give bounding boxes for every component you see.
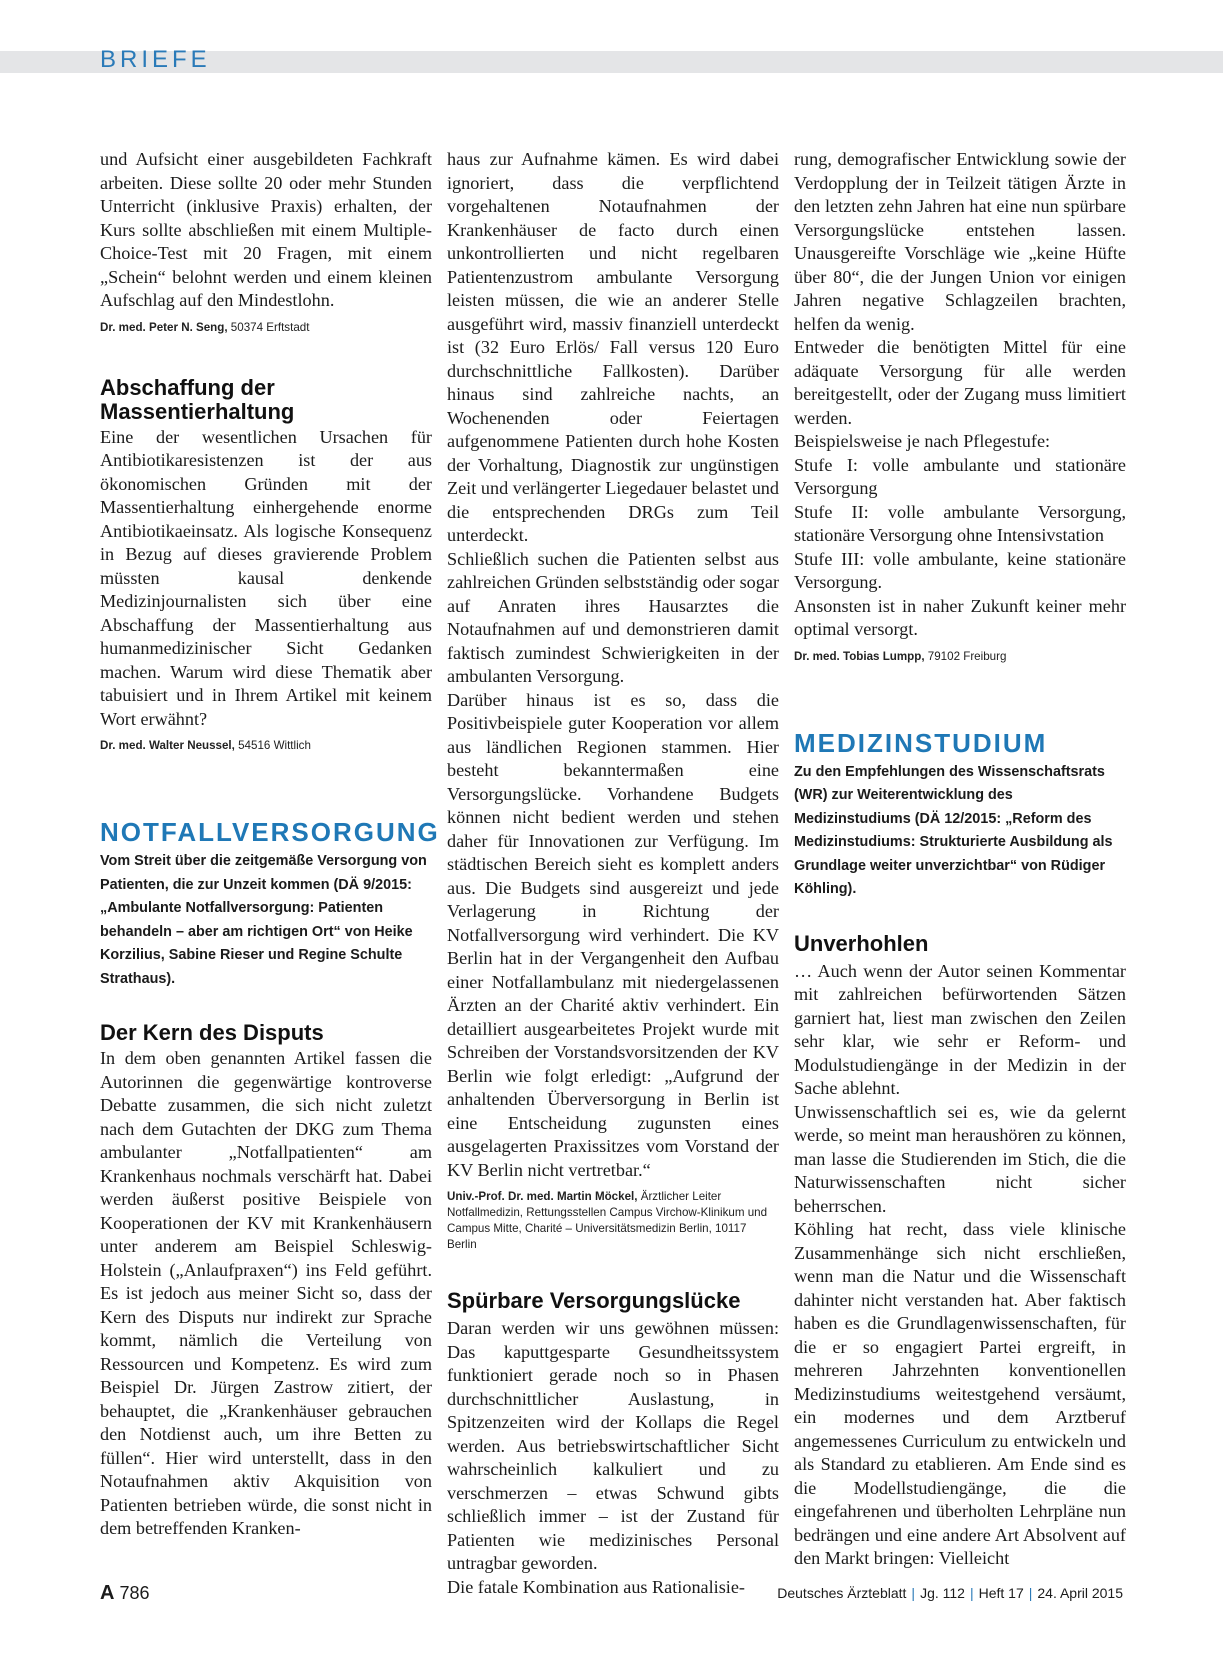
paragraph: Stufe III: volle ambulante, keine stationäre Versorgung. — [794, 548, 1126, 592]
section-title: BRIEFE — [100, 46, 211, 73]
signature-name: Dr. med. Tobias Lumpp, — [794, 649, 925, 663]
paragraph: Stufe II: volle ambulante Versorgung, stationäre Versorgung ohne Intensivstation — [794, 501, 1126, 545]
paragraph: Darüber hinaus ist es so, dass die Positivbeispiele guter Kooperation vor allem aus ländlichen Regionen stammen. Hier besteht bekanntermaßen eine Versorgungslücke. Vorhandene Budgets können nicht bedient werden und stehen daher für Innovationen zur Verfügung. Im städtischen Bereich sieht es komplett anders aus. Die Budgets sind ausgereizt und jede Verlagerung in Richtung der Notfallversorgung wird verhindert. Die KV Berlin hat in der Vergangenheit den Aufbau einer Notfallambulanz mit niedergelassenen Ärzten an der Charité aktiv verhindert. Ein detailliert ausgearbeitetes Projekt wurde mit Schreiben der Vorstandsvorsitzenden der KV Berlin wie folgt erledigt: „Aufgrund der anhaltenden Überversorgung in Berlin ist eine Entscheidung zugunsten eines ausgelagerten Praxissitzes vom Vorstand der KV Berlin nicht vertretbar.“ — [447, 689, 779, 1180]
letter-signature — [100, 320, 432, 336]
signature-place: 79102 Freiburg — [924, 649, 1007, 663]
signature-place: 54516 Wittlich — [234, 739, 311, 752]
page-prefix: A — [100, 1582, 115, 1604]
signature-place: 50374 Erftstadt — [227, 320, 310, 334]
paragraph: Daran werden wir uns gewöhnen müssen: Das kaputtgesparte Gesundheitssystem funktioniert gerade noch so in Phasen durchschnittlicher Auslastung, in Spitzenzeiten wird der Kollaps die Regel werden. Aus betriebswirtschaftlicher Sicht wahrscheinlich kalkuliert und zu verschmerzen – etwas Schwund gibts schließlich immer – ist der Zustand für Patienten wie medizinisches Personal untragbar geworden. — [447, 1318, 779, 1573]
signature-name: Dr. med. Walter Neussel, — [100, 739, 235, 752]
journal-volume: Jg. 112 — [920, 1585, 965, 1601]
paragraph: haus zur Aufnahme kämen. Es wird dabei ignoriert, dass die verpflichtend vorgehaltenen Notaufnahmen der Krankenhäuser de facto durch einen unkontrollierten und nicht regelbaren Patientenzustrom ambulante Versorgung leisten müssen, die wie an anderer Stelle ausgeführt wird, massiv finanziell unterdeckt ist (32 Euro Erlös/ Fall versus 120 Euro durchschnittliche Fallkosten). Darüber hinaus sind zahlreiche nachts, an Wochenenden oder Feiertagen aufgenommene Patienten durch hohe Kosten der Vorhaltung, Diagnostik zur ungünstigen Zeit und verlängerter Liegedauer belastet und die entsprechenden DRGs zum Teil unterdeckt. — [447, 149, 779, 545]
signature-name: Univ.-Prof. Dr. med. Martin Möckel, — [447, 1190, 638, 1203]
separator: | — [969, 1585, 974, 1601]
column-3 — [794, 148, 1126, 1571]
paragraph: In dem oben genannten Artikel fassen die Autorinnen die gegenwärtige kontroverse Debatte zusammen, die sich nicht zuletzt nach dem Gutachten der DKG zum Thema ambulanter „Notfallpatienten“ am Krankenhaus nochmals verschärft hat. Dabei werden äußerst positive Beispiele von Kooperationen der KV mit Krankenhäusern unter anderem am Beispiel Schleswig-Holstein („Anlaufpraxen“) ins Feld geführt. Es ist jedoch aus meiner Sicht so, dass der Kern des Disputs nur indirekt zur Sprache kommt, nämlich die Verteilung von Ressourcen und Kompetenz. Es wird zum Beispiel Dr. Jürgen Zastrow zitiert, der behauptet, die „Krankenhäuser gebrauchen den Notdienst auch, um ihre Betten zu füllen“. Hier wird unterstellt, dass in den Notaufnahmen aktiv Akquisition von Patienten betrieben würde, die sonst nicht in dem betreffenden Kranken- — [100, 1048, 432, 1538]
signature-name: Dr. med. Peter N. Seng, — [100, 320, 228, 334]
letter-signature — [100, 738, 432, 754]
topic-heading: MEDIZINSTUDIUM — [794, 727, 1048, 758]
separator: | — [911, 1585, 916, 1601]
column-1 — [100, 148, 440, 1541]
signature-place: Ärztlicher Leiter Notfallmedizin, Rettungsstellen Campus Virchow-Klinikum und Campus Mitte, Charité – Universitätsmedizin Berlin, 10117 Berlin — [447, 1190, 768, 1251]
journal-info — [777, 1585, 1123, 1601]
journal-date: 24. April 2015 — [1037, 1585, 1123, 1601]
letter-signature — [447, 1189, 779, 1253]
letter-heading: Der Kern des Disputs — [100, 1020, 324, 1045]
paragraph: Köhling hat recht, dass viele klinische Zusammenhänge sich nicht erschließen, wenn man die Natur und die Wissenschaft dahinter nicht verstanden hat. Aber faktisch haben es die Grundlagenwissenschaften, für die er so engagiert Partei ergreift, in mehreren Jahrzehnten konventionellen Medizinstudiums weitestgehend versäumt, ein modernes und dem Arztberuf angemessenes Curriculum zu entwickeln und als Standard zu etablieren. Am Ende sind es die Modellstudiengänge, die die eingefahrenen und überholten Lehrpläne nun bedrängen und eine andere Art Absolvent auf den Markt bringen: Vielleicht — [794, 1219, 1126, 1568]
topic-lead: Vom Streit über die zeitgemäße Versorgung von Patienten, die zur Unzeit kommen (DÄ 9/2015: „Ambulante Notfallversorgung: Patienten behandeln – aber am richtigen Ort“ von Heike Korzilius, Sabine Rieser und Regine Schulte Strathaus). — [100, 853, 427, 987]
paragraph: … Auch wenn der Autor seinen Kommentar mit zahlreichen befürwortenden Sätzen garniert hat, liest man zwischen den Zeilen sehr klar, wie sehr er Reform- und Modulstudiengänge in der Medizin in der Sache ablehnt. — [794, 960, 1126, 1098]
topic-heading: NOTFALLVERSORGUNG — [100, 817, 440, 847]
letter-signature — [794, 649, 1126, 665]
paragraph: Unwissenschaftlich sei es, wie da gelernt werde, so meint man heraushören zu können, man lasse die Studierenden im Stich, die die Naturwissenschaften nicht sicher beherrschen. — [794, 1101, 1126, 1216]
topic-lead: Zu den Empfehlungen des Wissenschaftsrats (WR) zur Weiterentwicklung des Medizinstudiums (DÄ 12/2015: „Reform des Medizinstudiums: Strukturierte Ausbildung als Grundlage weiter unverzichtbar“ von Rüdiger Köhling). — [794, 763, 1113, 897]
paragraph: und Aufsicht einer ausgebildeten Fachkraft arbeiten. Diese sollte 20 oder mehr Stunden Unterricht (inklusive Praxis) erhalten, der Kurs sollte abschließen mit einem Multiple-Choice-Test mit 20 Fragen, mit einem „Schein“ belohnt werden und einem kleinen Aufschlag auf den Mindestlohn. — [100, 149, 432, 310]
journal-name: Deutsches Ärzteblatt — [777, 1585, 907, 1601]
paragraph: Eine der wesentlichen Ursachen für Antibiotikaresistenzen ist der aus ökonomischen Gründen mit der Massentierhaltung einhergehende enorme Antibiotikaeinsatz. Als logische Konsequenz in Bezug auf dieses gravierende Problem müssten kausal denkende Medizinjournalisten sich über eine Abschaffung der Massentierhaltung aus humanmedizinischer Sicht Gedanken machen. Warum wird diese Thematik aber tabuisiert und in Ihrem Artikel mit keinem Wort erwähnt? — [100, 426, 432, 729]
column-2 — [447, 148, 779, 1599]
page-number — [100, 1582, 150, 1605]
paragraph: Stufe I: volle ambulante und stationäre Versorgung — [794, 454, 1126, 498]
letter-heading: Unverhohlen — [794, 930, 929, 956]
journal-issue: Heft 17 — [978, 1585, 1024, 1601]
paragraph: rung, demografischer Entwicklung sowie der Verdopplung der in Teilzeit tätigen Ärzte in den letzten zehn Jahren hat eine nun spürbare Versorgungslücke entstehen lassen. Unausgereifte Vorschläge wie „keine Hüfte über 80“, die der Jungen Union vor einigen Jahren negative Schlagzeilen brachten, helfen da wenig. — [794, 149, 1126, 334]
paragraph: Ansonsten ist in naher Zukunft keiner mehr optimal versorgt. — [794, 595, 1126, 639]
page-number-value: 786 — [119, 1583, 150, 1603]
paragraph: Entweder die benötigten Mittel für eine adäquate Versorgung für alle werden bereitgestellt, oder der Zugang muss limitiert werden. — [794, 337, 1126, 428]
letter-heading: Abschaffung der Massentierhaltung — [100, 374, 295, 424]
paragraph: Die fatale Kombination aus Rationalisie- — [447, 1576, 745, 1597]
separator: | — [1028, 1585, 1033, 1601]
paragraph: Beispielsweise je nach Pflegestufe: — [794, 431, 1051, 451]
letter-heading: Spürbare Versorgungslücke — [447, 1288, 741, 1313]
paragraph: Schließlich suchen die Patienten selbst aus zahlreichen Gründen selbstständig oder sogar auf Anraten ihres Hausarztes die Notaufnahmen auf und demonstrieren damit faktisch zumindest Schwierigkeiten in der ambulanten Versorgung. — [447, 548, 779, 686]
